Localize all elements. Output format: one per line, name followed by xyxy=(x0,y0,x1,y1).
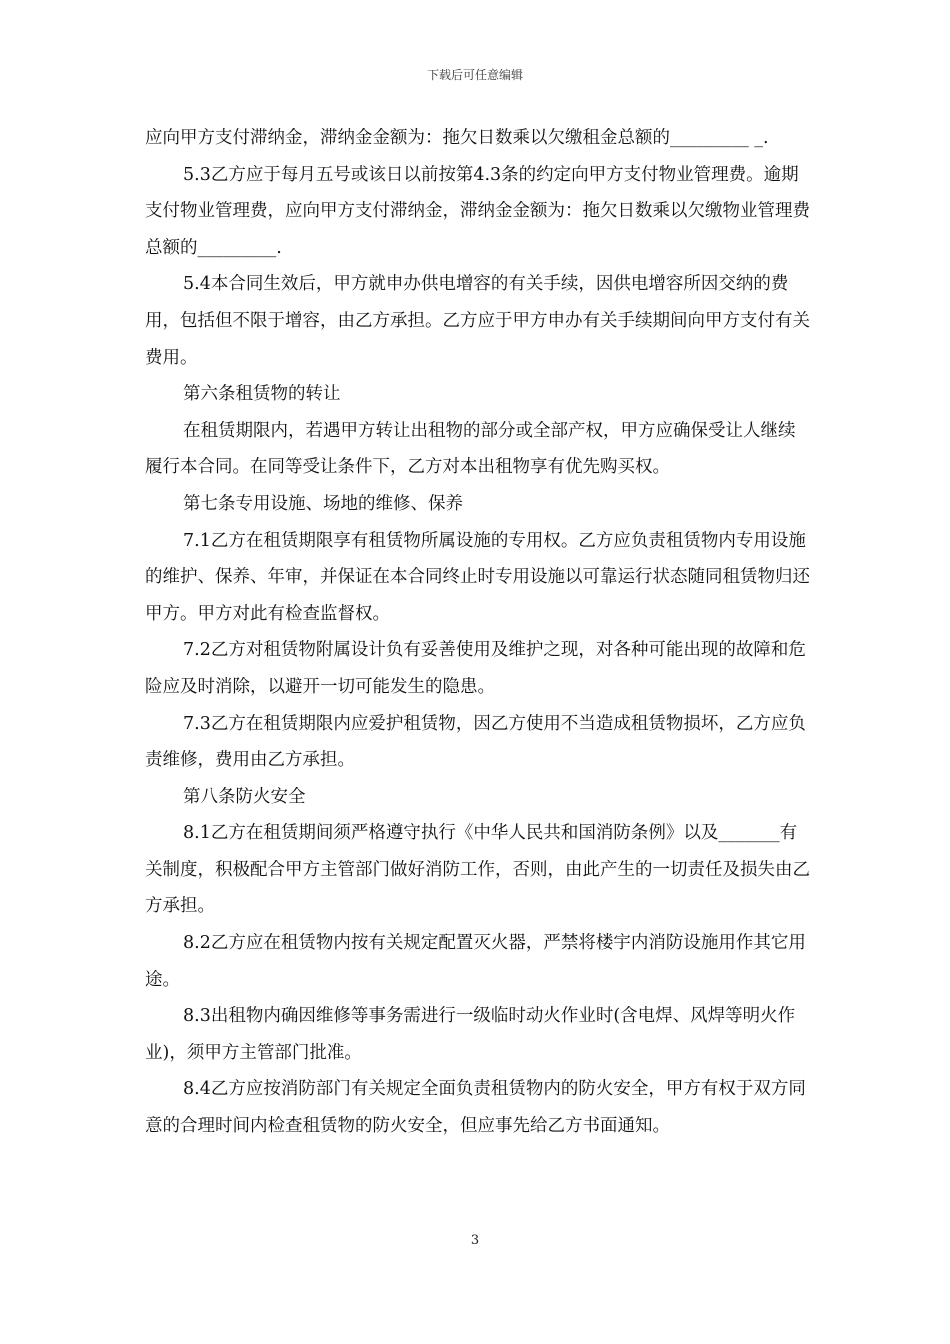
paragraph: 7.1乙方在租赁期限享有租赁物所属设施的专用权。乙方应负责租赁物内专用设施的维护、保养、年审，并保证在本合同终止时专用设施以可靠运行状态随同租赁物归还甲方。甲方对此有检查监督权。 xyxy=(145,530,810,624)
document-body xyxy=(145,120,810,1145)
page-header-note: 下载后可任意编辑 xyxy=(426,68,523,82)
paragraph: 8.1乙方在租赁期间须严格遵守执行《中华人民共和国消防条例》以及_______有关制度，积极配合甲方主管部门做好消防工作，否则，由此产生的一切责任及损失由乙方承担。 xyxy=(145,823,810,917)
paragraph: 8.4乙方应按消防部门有关规定全面负责租赁物内的防火安全，甲方有权于双方同意的合理时间内检查租赁物的防火安全，但应事先给乙方书面通知。 xyxy=(145,1079,806,1137)
paragraph: 第六条租赁物的转让 xyxy=(183,384,341,405)
paragraph: 5.4本合同生效后，甲方就申办供电增容的有关手续，因供电增容所因交纳的费用，包括但不限于增容，由乙方承担。乙方应于甲方申办有关手续期间向甲方支付有关费用。 xyxy=(145,274,810,368)
paragraph: 8.2乙方应在租赁物内按有关规定配置灭火器，严禁将楼宇内消防设施用作其它用途。 xyxy=(145,933,806,990)
paragraph: 5.3乙方应于每月五号或该日以前按第4.3条的约定向甲方支付物业管理费。逾期支付物业管理费，应向甲方支付滞纳金，滞纳金金额为：拖欠日数乘以欠缴物业管理费总额的_________. xyxy=(145,164,810,258)
paragraph: 8.3出租物内确因维修等事务需进行一级临时动火作业时(含电焊、风焊等明火作业)，须甲方主管部门批准。 xyxy=(145,1006,796,1063)
page-number: 3 xyxy=(470,1233,480,1248)
paragraph: 第七条专用设施、场地的维修、保养 xyxy=(183,493,463,514)
paragraph: 7.2乙方对租赁物附属设计负有妥善使用及维护之现，对各种可能出现的故障和危险应及时消除，以避开一切可能发生的隐患。 xyxy=(145,640,806,697)
paragraph: 7.3乙方在租赁期限内应爱护租赁物，因乙方使用不当造成租赁物损坏，乙方应负责维修，费用由乙方承担。 xyxy=(145,713,806,771)
paragraph: 第八条防火安全 xyxy=(183,786,306,807)
paragraph: 在租赁期限内，若遇甲方转让出租物的部分或全部产权，甲方应确保受让人继续履行本合同。在同等受让条件下，乙方对本出租物享有优先购买权。 xyxy=(145,420,796,478)
paragraph: 应向甲方支付滞纳金，滞纳金金额为：拖欠日数乘以欠缴租金总额的_________ _. xyxy=(145,128,769,148)
